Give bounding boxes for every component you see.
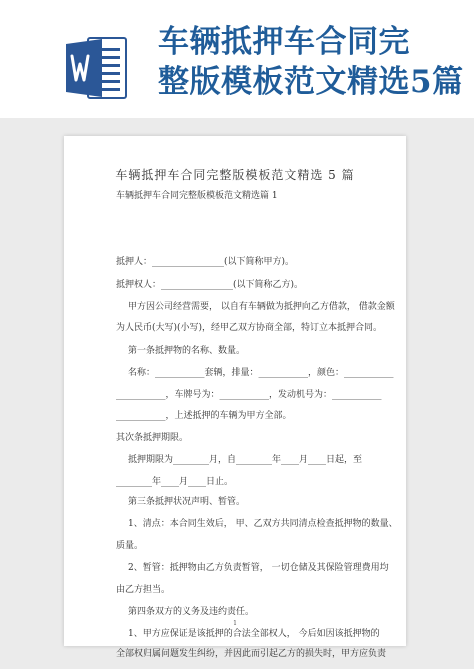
doc-line: ___________，车牌号为：___________，发动机号为：___________ <box>116 390 382 400</box>
banner-title-line2: 整版模板范文精选5篇 <box>158 64 464 100</box>
doc-line: 质量。 <box>116 541 144 551</box>
document-page <box>64 136 406 659</box>
banner-title <box>158 22 468 102</box>
doc-line: 第三条抵押状况声明、暂管。 <box>128 497 246 507</box>
doc-line: 由乙方担当。 <box>116 585 171 595</box>
doc-line: ___________，上述抵押的车辆为甲方全部。 <box>116 411 292 421</box>
doc-line: 抵押人：________________(以下简称甲方)。 <box>116 257 295 267</box>
doc-line: 2、暂管：抵押物由乙方负责暂管， 一切仓储及其保险管理费用均 <box>128 563 389 573</box>
doc-line: 第四条双方的义务及违约责任。 <box>128 607 255 617</box>
doc-line: 1、甲方应保证是该抵押的合法全部权人， 今后如因该抵押物的 <box>128 629 380 639</box>
doc-line: 甲方因公司经营需要， 以自有车辆做为抵押向乙方借款， 借款金额 <box>128 302 395 312</box>
page-number: 1 <box>233 620 237 627</box>
banner-title-line1: 车辆抵押车合同完 <box>158 24 410 60</box>
word-document-icon <box>66 36 128 100</box>
doc-line: 名称：___________套辆，排量：___________，颜色：___________ <box>128 368 394 378</box>
doc-line: 其次条抵押期限。 <box>116 433 189 443</box>
doc-line: 抵押权人：________________(以下简称乙方)。 <box>116 280 304 290</box>
document-title: 车辆抵押车合同完整版模板范文精选 5 篇 <box>115 168 355 182</box>
doc-line: 1、清点：本合同生效后， 甲、乙双方共同清点检查抵押物的数量、 <box>128 519 398 529</box>
doc-line: 全部权归属问题发生纠纷，并因此而引起乙方的损失时，甲方应负责 <box>116 649 387 659</box>
banner <box>0 0 474 118</box>
doc-line: 第一条抵押物的名称、数量。 <box>128 346 246 356</box>
document-subtitle: 车辆抵押车合同完整版模板范文精选篇 1 <box>116 191 278 201</box>
doc-line: 为人民币(大写)(小写)，经甲乙双方协商全部，特订立本抵押合同。 <box>116 323 383 333</box>
doc-line: ________年____月____日止。 <box>116 477 234 487</box>
doc-line: 抵押期限为________月，自________年____月____日起，至 <box>128 455 363 465</box>
